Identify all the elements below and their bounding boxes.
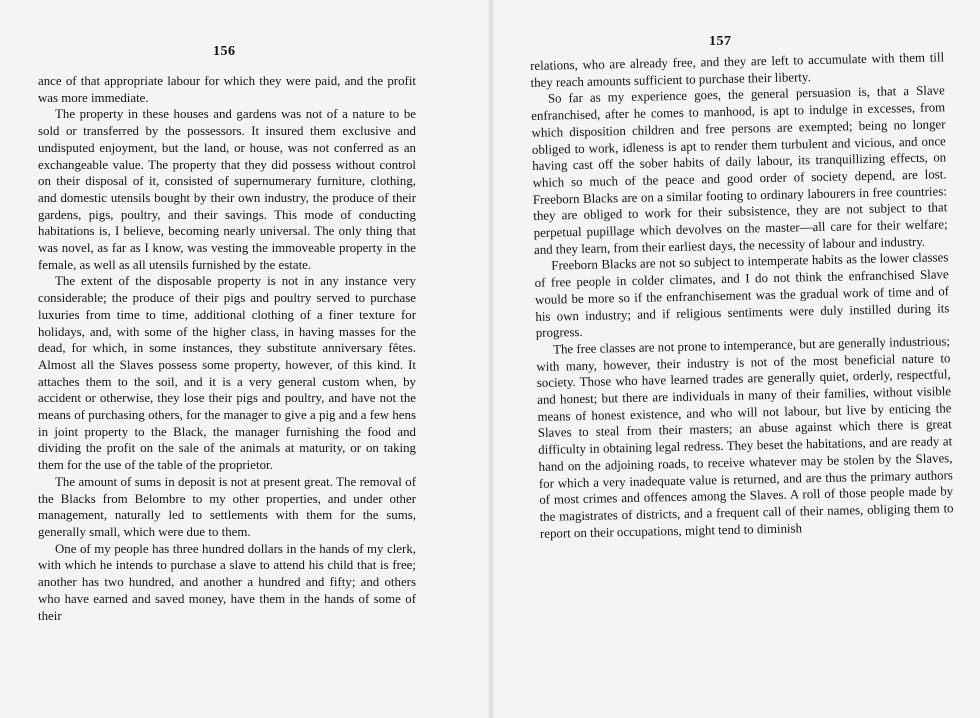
left-page <box>0 0 488 718</box>
page-number: 156 <box>213 44 236 59</box>
paragraph: ance of that appropriate labour for which they were paid, and the profit was more immediate. <box>38 74 416 105</box>
page-body <box>530 49 954 542</box>
paragraph: One of my people has three hundred dollars in the hands of my clerk, with which he intends to purchase a slave to attend his child that is free; another has two hundred, and another a hundred and fifty; and others who have earned and saved money, have them in the hands of some of their <box>38 541 416 623</box>
page-number: 157 <box>709 34 732 49</box>
paragraph: The property in these houses and gardens was not of a nature to be sold or transferred by the possessors. It insured them exclusive and undisputed enjoyment, but the land, or house, was not conferred as an exchangeable value. The property that they did possess without control on their disposal of it, consisted of supernumerary furniture, clothing, and domestic utensils bought by their own industry, the produce of their gardens, pigs, poultry, and their savings. This mode of conducting habitations is, I believe, becoming nearly universal. The only thing that was novel, as far as I know, was vesting the immoveable property in the female, as well as all utensils furnished by the estate. <box>38 107 416 272</box>
paragraph: relations, who are already free, and they are left to accumulate with them till they reach amounts sufficient to purchase their liberty. <box>530 50 945 90</box>
paragraph: The extent of the disposable property is not in any instance very considerable; the produce of their pigs and poultry served to purchase luxuries from time to time, additional clothing of a finer texture for holidays, and, with some of the higher class, in having masses for the dead, for which, in some instances, they substitute anniversary fêtes. Almost all the Slaves possess some property, however, of this kind. It attaches them to the soil, and it is a very general custom when, by accident or otherwise, they lose their pigs and poultry, and have not the means of purchasing others, for the manager to give a pig and a few hens in joint property to the Black, the manager furnishing the food and dividing the profit on the sale of the animals at maturity, or on taking them for the use of the table of the proprietor. <box>38 274 416 473</box>
paragraph: The amount of sums in deposit is not at present great. The removal of the Blacks from Belombre to my other properties, and under other management, naturally led to settlements with them for the sums, generally small, which were due to them. <box>38 474 416 539</box>
page-body <box>38 73 416 624</box>
paragraph: So far as my experience goes, the general persuasion is, that a Slave enfranchised, after he comes to manhood, is apt to indulge in excesses, from which disposition children and free persons are exempted; being no longer obliged to work, idleness is apt to render them turbulent and vicious, and once having cast off the sober habits of daily labour, its tranquillizing effects, on which so much of the peace and good order of society depend, are lost. Freeborn Blacks are on a similar footing to ordinary labourers in free countries: they are obliged to work for their subsistence, they are not subject to that perpetual pupillage which devolves on the master—all care for their welfare; and they learn, from their earliest days, the necessity of labour and industry. <box>531 83 948 257</box>
paragraph: Freeborn Blacks are not so subject to intemperate habits as the lower classes of free people in colder climates, and I do not think the enfranchised Slave would be more so if the enfranchisement was the gradual work of time and of his own industry; and if religious sentiments were duly instilled during its progress. <box>534 250 950 341</box>
right-page <box>494 0 980 718</box>
paragraph: The free classes are not prone to intemperance, but are generally industrious; with many, however, their industry is not of the most beneficial nature to society. Those who have learned trades are generally quiet, orderly, respectful, and honest; but there are individuals in many of their families, without visible means of honest existence, and who will not labour, but live by enticing the Slaves to steal from their masters; an abuse against which there is great difficulty in obtaining legal redress. They beset the habitations, and are ready at hand on the adjoining roads, to receive whatever may be stolen by the Slaves, for which a very inadequate value is returned, and are thus the primary authors of most crimes and offences among the Slaves. A roll of those people made by the magistrates of districts, and a frequent call of their names, obliging them to report on their occupations, might tend to diminish <box>536 334 954 541</box>
